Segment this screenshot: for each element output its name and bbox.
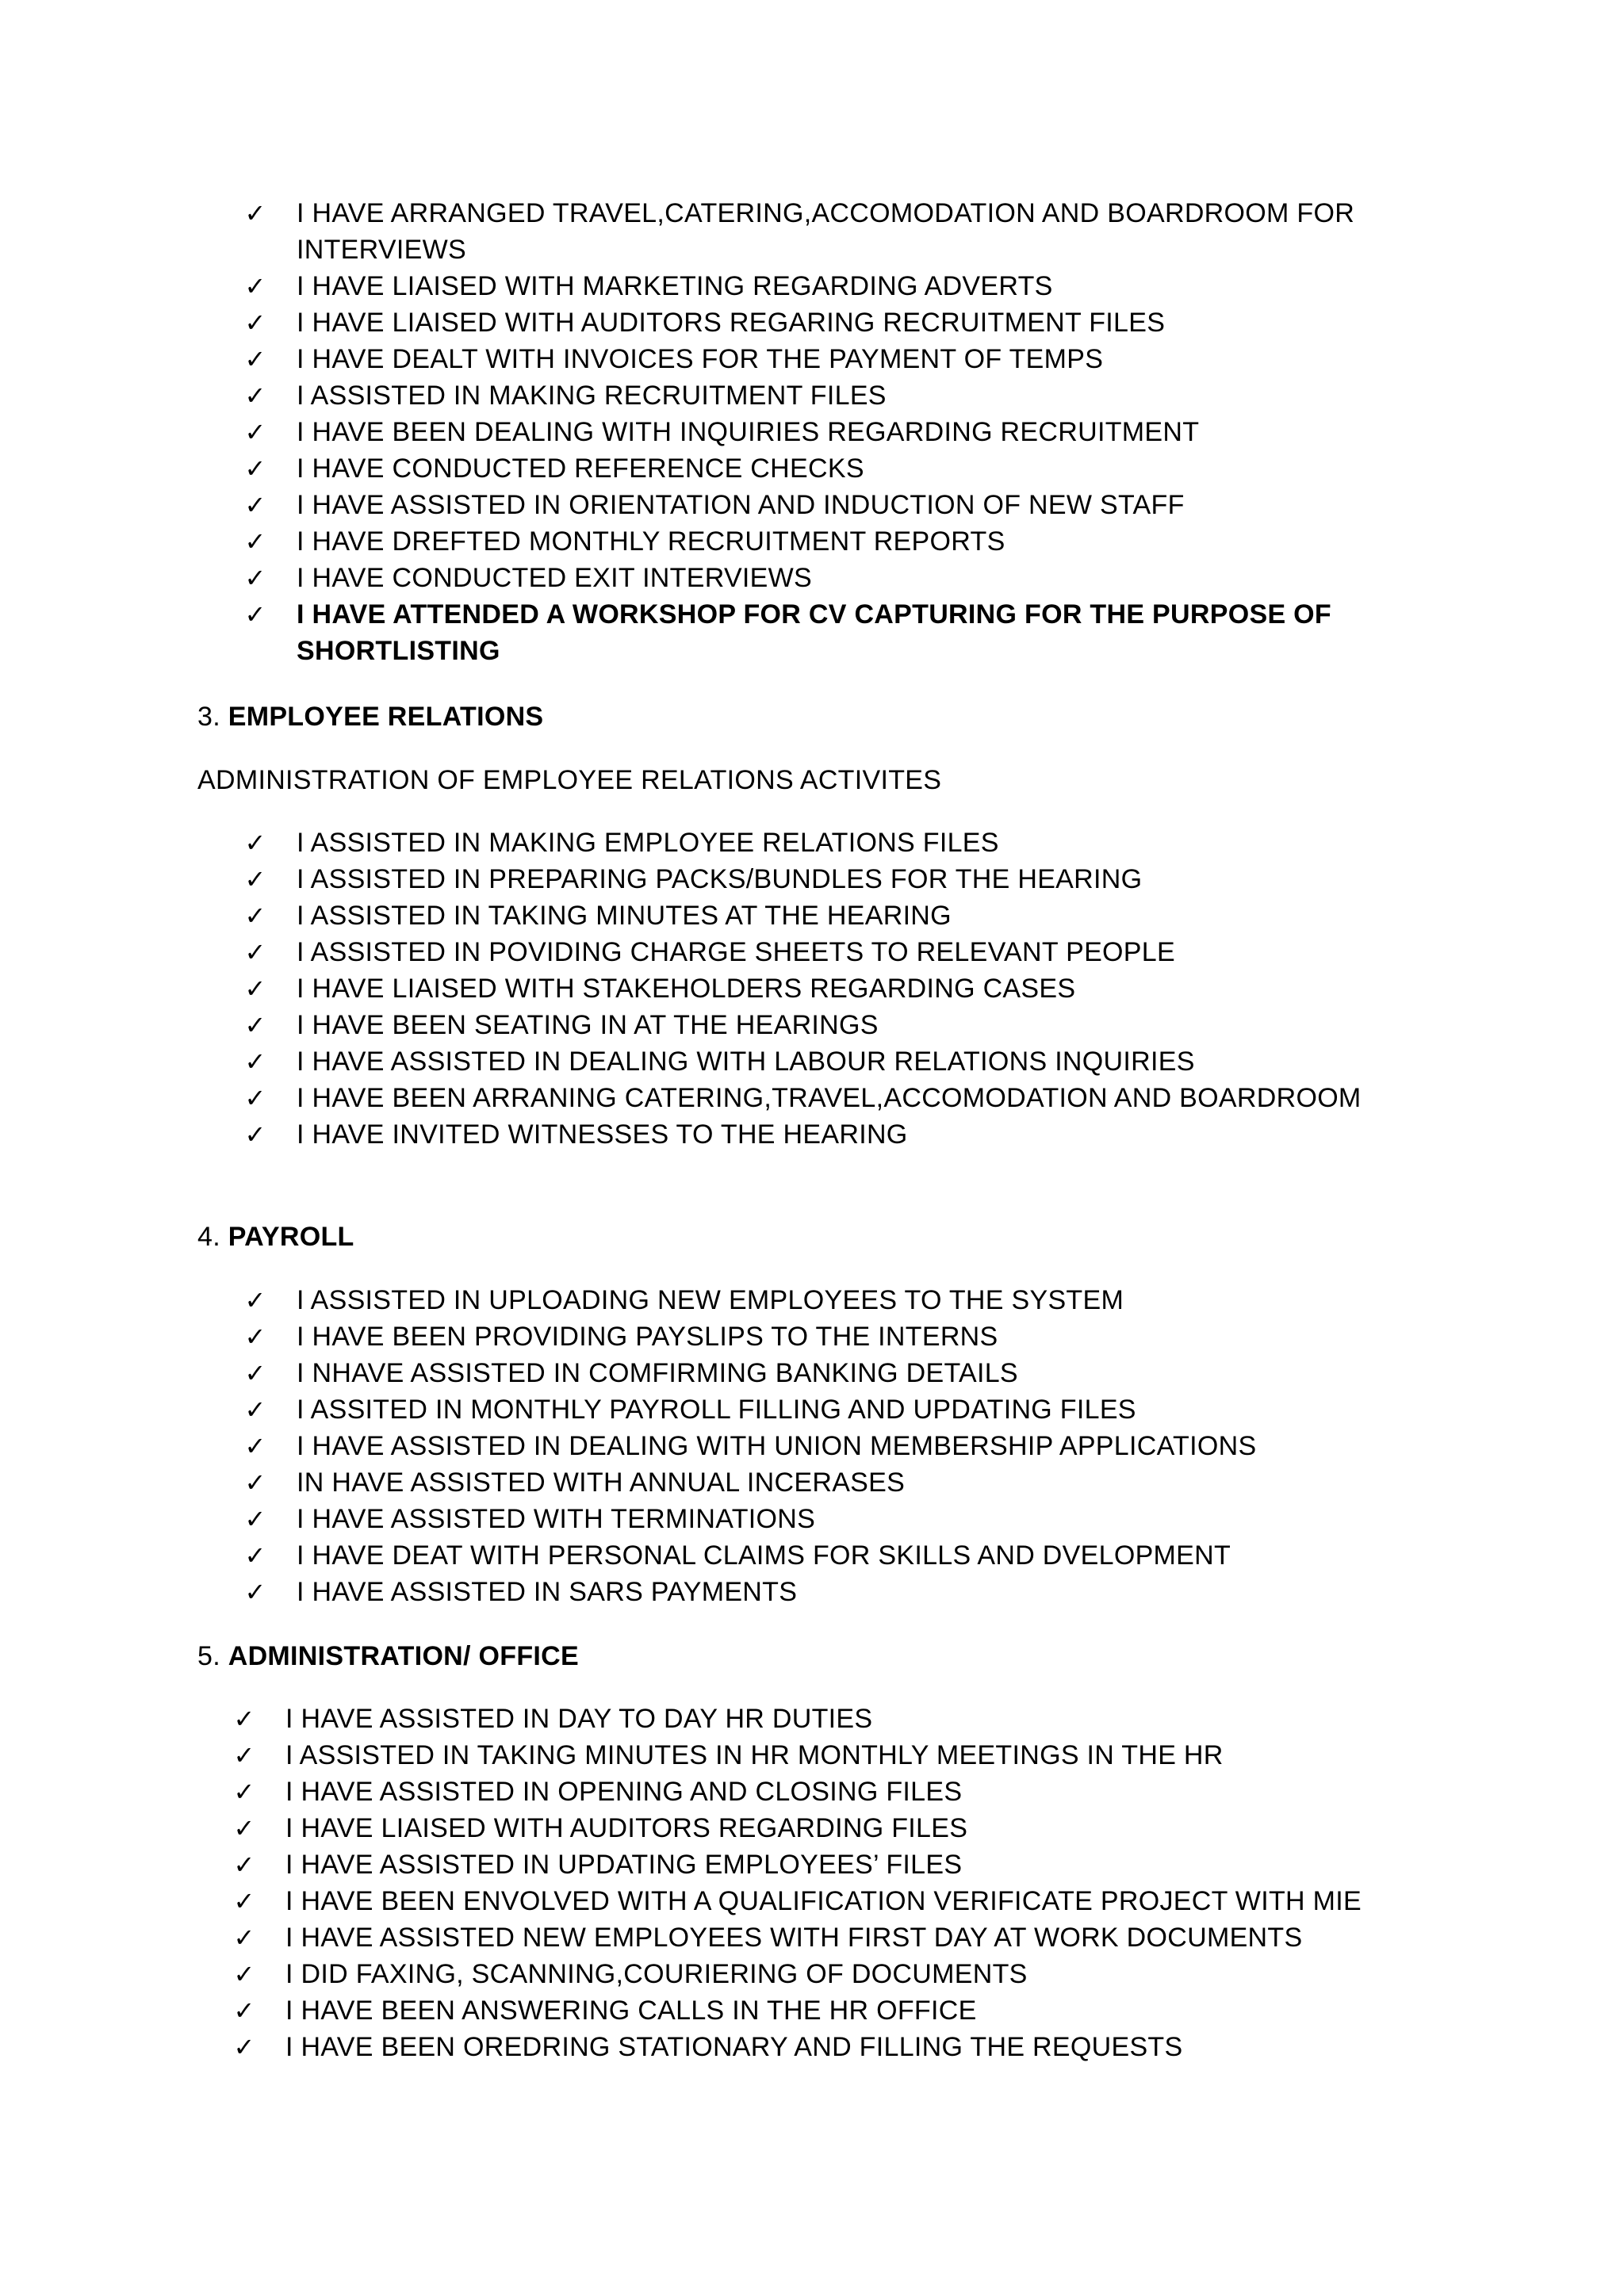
- list-item: [0, 377, 1624, 414]
- list-item-text: I HAVE LIAISED WITH AUDITORS REGARING RECRUITMENT FILES: [297, 308, 1166, 338]
- checkmark-icon: ✓: [233, 1923, 255, 1952]
- employee-relations-subheading: ADMINISTRATION OF EMPLOYEE RELATIONS ACTIVITES: [197, 765, 942, 795]
- checkmark-icon: ✓: [244, 1468, 266, 1497]
- list-item-text: I HAVE BEEN ARRANING CATERING,TRAVEL,ACCOMODATION AND BOARDROOM: [297, 1083, 1362, 1113]
- checkmark-icon: ✓: [244, 1047, 266, 1076]
- employee-relations-heading: [197, 698, 543, 735]
- checkmark-icon: ✓: [244, 381, 266, 410]
- checkmark-icon: ✓: [244, 901, 266, 930]
- list-item: [0, 341, 1624, 377]
- list-item-text: I ASSISTED IN POVIDING CHARGE SHEETS TO RELEVANT PEOPLE: [297, 937, 1175, 967]
- list-item: [0, 861, 1624, 897]
- list-item: [0, 1846, 1624, 1883]
- list-item: [0, 195, 1624, 268]
- checkmark-icon: ✓: [233, 1850, 255, 1879]
- list-item-text: I HAVE ASSISTED WITH TERMINATIONS: [297, 1504, 816, 1534]
- list-item-text: I HAVE ASSISTED NEW EMPLOYEES WITH FIRST DAY AT WORK DOCUMENTS: [285, 1923, 1303, 1953]
- checkmark-icon: ✓: [233, 1960, 255, 1988]
- list-item-text: I ASSISTED IN TAKING MINUTES AT THE HEARING: [297, 901, 952, 931]
- list-item-text: I HAVE BEEN ENVOLVED WITH A QUALIFICATION VERIFICATE PROJECT WITH MIE: [285, 1886, 1362, 1916]
- list-item-text: I HAVE ATTENDED A WORKSHOP FOR CV CAPTURING FOR THE PURPOSE OF SHORTLISTING: [297, 599, 1331, 666]
- employee-relations-list: [0, 825, 1624, 1153]
- list-item-text: I HAVE BEEN ANSWERING CALLS IN THE HR OFFICE: [285, 1996, 977, 2026]
- list-item: [0, 1810, 1624, 1846]
- list-item: [0, 1464, 1624, 1501]
- list-item-text: I HAVE CONDUCTED REFERENCE CHECKS: [297, 453, 864, 484]
- checkmark-icon: ✓: [244, 938, 266, 966]
- administration-heading: [197, 1638, 579, 1674]
- list-item-text: IN HAVE ASSISTED WITH ANNUAL INCERASES: [297, 1468, 906, 1498]
- checkmark-icon: ✓: [244, 454, 266, 483]
- list-item: [0, 268, 1624, 304]
- checkmark-icon: ✓: [244, 1120, 266, 1149]
- list-item: [0, 1116, 1624, 1153]
- checkmark-icon: ✓: [244, 491, 266, 519]
- checkmark-icon: ✓: [244, 1011, 266, 1039]
- list-item: [0, 1992, 1624, 2029]
- list-item: [0, 1774, 1624, 1810]
- list-item: [0, 1043, 1624, 1080]
- checkmark-icon: ✓: [244, 600, 266, 629]
- payroll-list: [0, 1282, 1624, 1610]
- checkmark-icon: ✓: [244, 828, 266, 857]
- list-item-text: I HAVE DEAT WITH PERSONAL CLAIMS FOR SKILLS AND DVELOPMENT: [297, 1540, 1231, 1571]
- list-item: [0, 1501, 1624, 1537]
- list-item: [0, 1737, 1624, 1774]
- list-item-text: I HAVE ASSISTED IN DAY TO DAY HR DUTIES: [285, 1704, 873, 1734]
- list-item: [0, 1391, 1624, 1428]
- list-item-text: I HAVE LIAISED WITH AUDITORS REGARDING FILES: [285, 1813, 968, 1843]
- section-number: 5.: [197, 1641, 220, 1671]
- list-item-text: I HAVE ASSISTED IN SARS PAYMENTS: [297, 1577, 798, 1607]
- checkmark-icon: ✓: [244, 1432, 266, 1460]
- list-item-text: I HAVE BEEN DEALING WITH INQUIRIES REGARDING RECRUITMENT: [297, 417, 1200, 447]
- checkmark-icon: ✓: [244, 564, 266, 592]
- list-item: [0, 897, 1624, 934]
- list-item-text: I ASSISTED IN MAKING EMPLOYEE RELATIONS FILES: [297, 828, 999, 858]
- list-item: [0, 970, 1624, 1007]
- list-item-text: I ASSISTED IN PREPARING PACKS/BUNDLES FOR THE HEARING: [297, 864, 1143, 894]
- checkmark-icon: ✓: [244, 272, 266, 300]
- list-item: [0, 1956, 1624, 1992]
- list-item-text: I HAVE ASSISTED IN DEALING WITH LABOUR RELATIONS INQUIRIES: [297, 1047, 1195, 1077]
- list-item: [0, 1574, 1624, 1610]
- checkmark-icon: ✓: [233, 1887, 255, 1915]
- checkmark-icon: ✓: [244, 418, 266, 446]
- checkmark-icon: ✓: [244, 1322, 266, 1351]
- list-item: [0, 1537, 1624, 1574]
- checkmark-icon: ✓: [244, 1578, 266, 1606]
- list-item: [0, 596, 1624, 669]
- list-item-text: I DID FAXING, SCANNING,COURIERING OF DOCUMENTS: [285, 1959, 1028, 1989]
- list-item: [0, 1428, 1624, 1464]
- list-item-text: I HAVE BEEN PROVIDING PAYSLIPS TO THE INTERNS: [297, 1322, 998, 1352]
- section-number: 4.: [197, 1222, 220, 1252]
- list-item-text: I HAVE CONDUCTED EXIT INTERVIEWS: [297, 563, 813, 593]
- checkmark-icon: ✓: [233, 1741, 255, 1770]
- list-item-text: I HAVE DEALT WITH INVOICES FOR THE PAYMENT OF TEMPS: [297, 344, 1104, 374]
- list-item-text: I HAVE BEEN OREDRING STATIONARY AND FILLING THE REQUESTS: [285, 2032, 1183, 2062]
- list-item-text: I HAVE INVITED WITNESSES TO THE HEARING: [297, 1119, 908, 1150]
- list-item-text: I HAVE BEEN SEATING IN AT THE HEARINGS: [297, 1010, 879, 1040]
- list-item: [0, 560, 1624, 596]
- list-item: [0, 1007, 1624, 1043]
- list-item-text: I HAVE ASSISTED IN ORIENTATION AND INDUCTION OF NEW STAFF: [297, 490, 1185, 520]
- list-item: [0, 1080, 1624, 1116]
- list-item-text: I HAVE ASSISTED IN UPDATING EMPLOYEES’ FILES: [285, 1850, 963, 1880]
- employee-relations-section: [0, 825, 1624, 1153]
- list-item: [0, 934, 1624, 970]
- checkmark-icon: ✓: [244, 308, 266, 337]
- list-item: [0, 1355, 1624, 1391]
- list-item-text: I ASSITED IN MONTHLY PAYROLL FILLING AND UPDATING FILES: [297, 1395, 1136, 1425]
- checkmark-icon: ✓: [244, 1286, 266, 1314]
- payroll-section: [0, 1282, 1624, 1610]
- payroll-heading: [197, 1219, 354, 1255]
- list-item: [0, 1701, 1624, 1737]
- list-item-text: I ASSISTED IN UPLOADING NEW EMPLOYEES TO THE SYSTEM: [297, 1285, 1124, 1315]
- recruitment-section: [0, 195, 1624, 669]
- checkmark-icon: ✓: [233, 2033, 255, 2061]
- checkmark-icon: ✓: [244, 1505, 266, 1533]
- list-item-text: I HAVE LIAISED WITH MARKETING REGARDING ADVERTS: [297, 271, 1053, 301]
- checkmark-icon: ✓: [233, 1777, 255, 1806]
- checkmark-icon: ✓: [244, 345, 266, 373]
- checkmark-icon: ✓: [244, 527, 266, 556]
- list-item: [0, 523, 1624, 560]
- checkmark-icon: ✓: [244, 865, 266, 894]
- list-item: [0, 487, 1624, 523]
- checkmark-icon: ✓: [244, 1359, 266, 1387]
- section-number: 3.: [197, 702, 220, 732]
- administration-list: [0, 1701, 1624, 2065]
- list-item-text: I ASSISTED IN TAKING MINUTES IN HR MONTHLY MEETINGS IN THE HR: [285, 1740, 1224, 1770]
- list-item-text: I HAVE DREFTED MONTHLY RECRUITMENT REPORTS: [297, 526, 1005, 557]
- checkmark-icon: ✓: [244, 1395, 266, 1424]
- list-item-text: I HAVE ARRANGED TRAVEL,CATERING,ACCOMODATION AND BOARDROOM FOR INTERVIEWS: [297, 198, 1355, 265]
- list-item: [0, 1282, 1624, 1318]
- list-item: [0, 2029, 1624, 2065]
- checkmark-icon: ✓: [233, 1996, 255, 2025]
- administration-section: [0, 1701, 1624, 2065]
- list-item-text: I NHAVE ASSISTED IN COMFIRMING BANKING DETAILS: [297, 1358, 1018, 1388]
- list-item: [0, 825, 1624, 861]
- checkmark-icon: ✓: [244, 1084, 266, 1112]
- checkmark-icon: ✓: [244, 1541, 266, 1570]
- list-item-text: I HAVE ASSISTED IN OPENING AND CLOSING FILES: [285, 1777, 963, 1807]
- list-item: [0, 1318, 1624, 1355]
- list-item-text: I HAVE LIAISED WITH STAKEHOLDERS REGARDING CASES: [297, 974, 1076, 1004]
- section-title: EMPLOYEE RELATIONS: [228, 702, 544, 732]
- section-title: ADMINISTRATION/ OFFICE: [228, 1641, 579, 1671]
- recruitment-list: [0, 195, 1624, 669]
- section-title: PAYROLL: [228, 1222, 354, 1252]
- list-item: [0, 1883, 1624, 1919]
- checkmark-icon: ✓: [233, 1814, 255, 1843]
- checkmark-icon: ✓: [244, 199, 266, 228]
- checkmark-icon: ✓: [244, 974, 266, 1003]
- checkmark-icon: ✓: [233, 1705, 255, 1733]
- list-item: [0, 1919, 1624, 1956]
- list-item: [0, 414, 1624, 450]
- list-item-text: I ASSISTED IN MAKING RECRUITMENT FILES: [297, 381, 887, 411]
- list-item-text: I HAVE ASSISTED IN DEALING WITH UNION MEMBERSHIP APPLICATIONS: [297, 1431, 1257, 1461]
- list-item: [0, 304, 1624, 341]
- list-item: [0, 450, 1624, 487]
